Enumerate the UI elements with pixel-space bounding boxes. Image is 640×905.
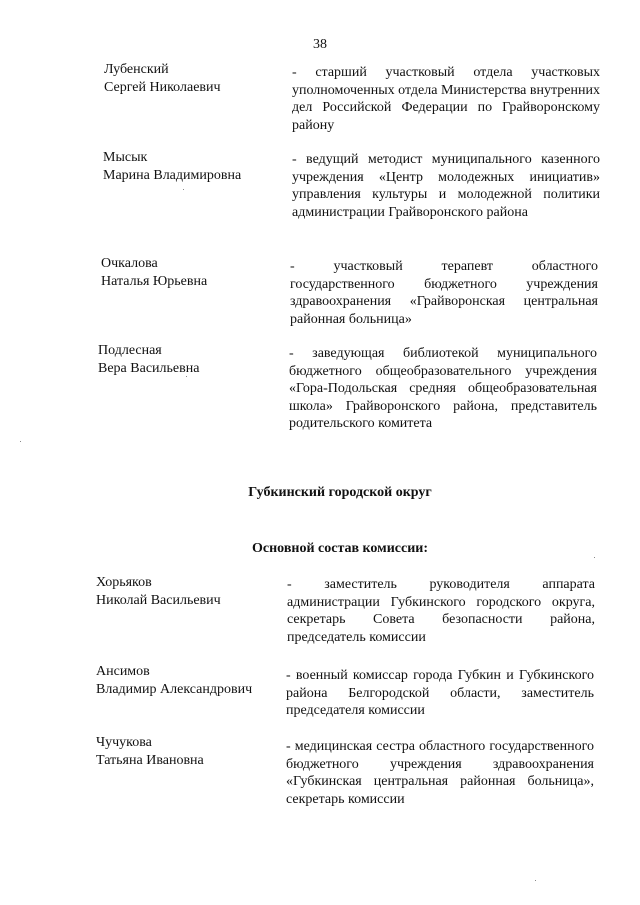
member-role: - ведущий методист муниципального казенного учреждения «Центр молодежных инициатив» управления культуры и молодежной политики администрации Грайворонского района (292, 152, 600, 220)
member-role: - заместитель руководителя аппарата администрации Губкинского городского округа, секретарь Совета безопасности района, председатель комиссии (287, 577, 595, 645)
scan-speck (594, 557, 595, 558)
member-role: - военный комиссар города Губкин и Губкинского района Белгородской области, заместитель председателя комиссии (286, 668, 594, 718)
member-given-names: Сергей Николаевич (104, 79, 221, 95)
member-given-names: Николай Васильевич (96, 592, 221, 608)
scan-speck (535, 880, 536, 881)
member-name-podlesnaya (98, 342, 199, 377)
member-role: - старший участковый отдела участковых уполномоченных отдела Министерства внутренних дел Российской Федерации по Грайворонскому району (292, 65, 600, 133)
member-given-names: Марина Владимировна (103, 167, 242, 183)
scan-speck (183, 189, 184, 190)
scan-speck (20, 441, 21, 442)
member-surname: Лубенский (104, 62, 169, 77)
member-given-names: Татьяна Ивановна (96, 752, 204, 768)
member-surname: Хорьяков (96, 575, 152, 590)
member-surname: Чучукова (96, 735, 152, 750)
member-name-chuchukova (96, 734, 204, 769)
member-surname: Мысык (103, 150, 148, 165)
page-number: 38 (313, 37, 327, 52)
member-surname: Ансимов (96, 664, 150, 679)
member-given-names: Владимир Александрович (96, 681, 253, 697)
member-name-lubensky (104, 61, 221, 96)
member-name-ansimov (96, 663, 252, 698)
member-role: - медицинская сестра областного государственного бюджетного учреждения здравоохранения «Губкинская центральная районная больница», секретарь комиссии (286, 739, 594, 807)
member-role: - участковый терапевт областного государственного бюджетного учреждения здравоохранения «Грайворонская центральная районная больница» (290, 259, 598, 327)
scan-speck (186, 376, 187, 377)
subsection-title: Основной состав комиссии: (252, 541, 428, 556)
member-name-mysyk (103, 149, 241, 184)
member-given-names: Вера Васильевна (98, 360, 200, 376)
member-given-names: Наталья Юрьевна (101, 273, 208, 289)
section-title: Губкинский городской округ (248, 485, 432, 500)
member-name-khoryakov (96, 574, 221, 609)
member-role: - заведующая библиотекой муниципального бюджетного общеобразовательного учреждения «Гора-Подольская средняя общеобразовательная школа» Грайворонского района, представитель родительского комитета (289, 346, 597, 431)
member-surname: Очкалова (101, 256, 158, 271)
member-surname: Подлесная (98, 343, 162, 358)
member-name-ochkalova (101, 255, 207, 290)
